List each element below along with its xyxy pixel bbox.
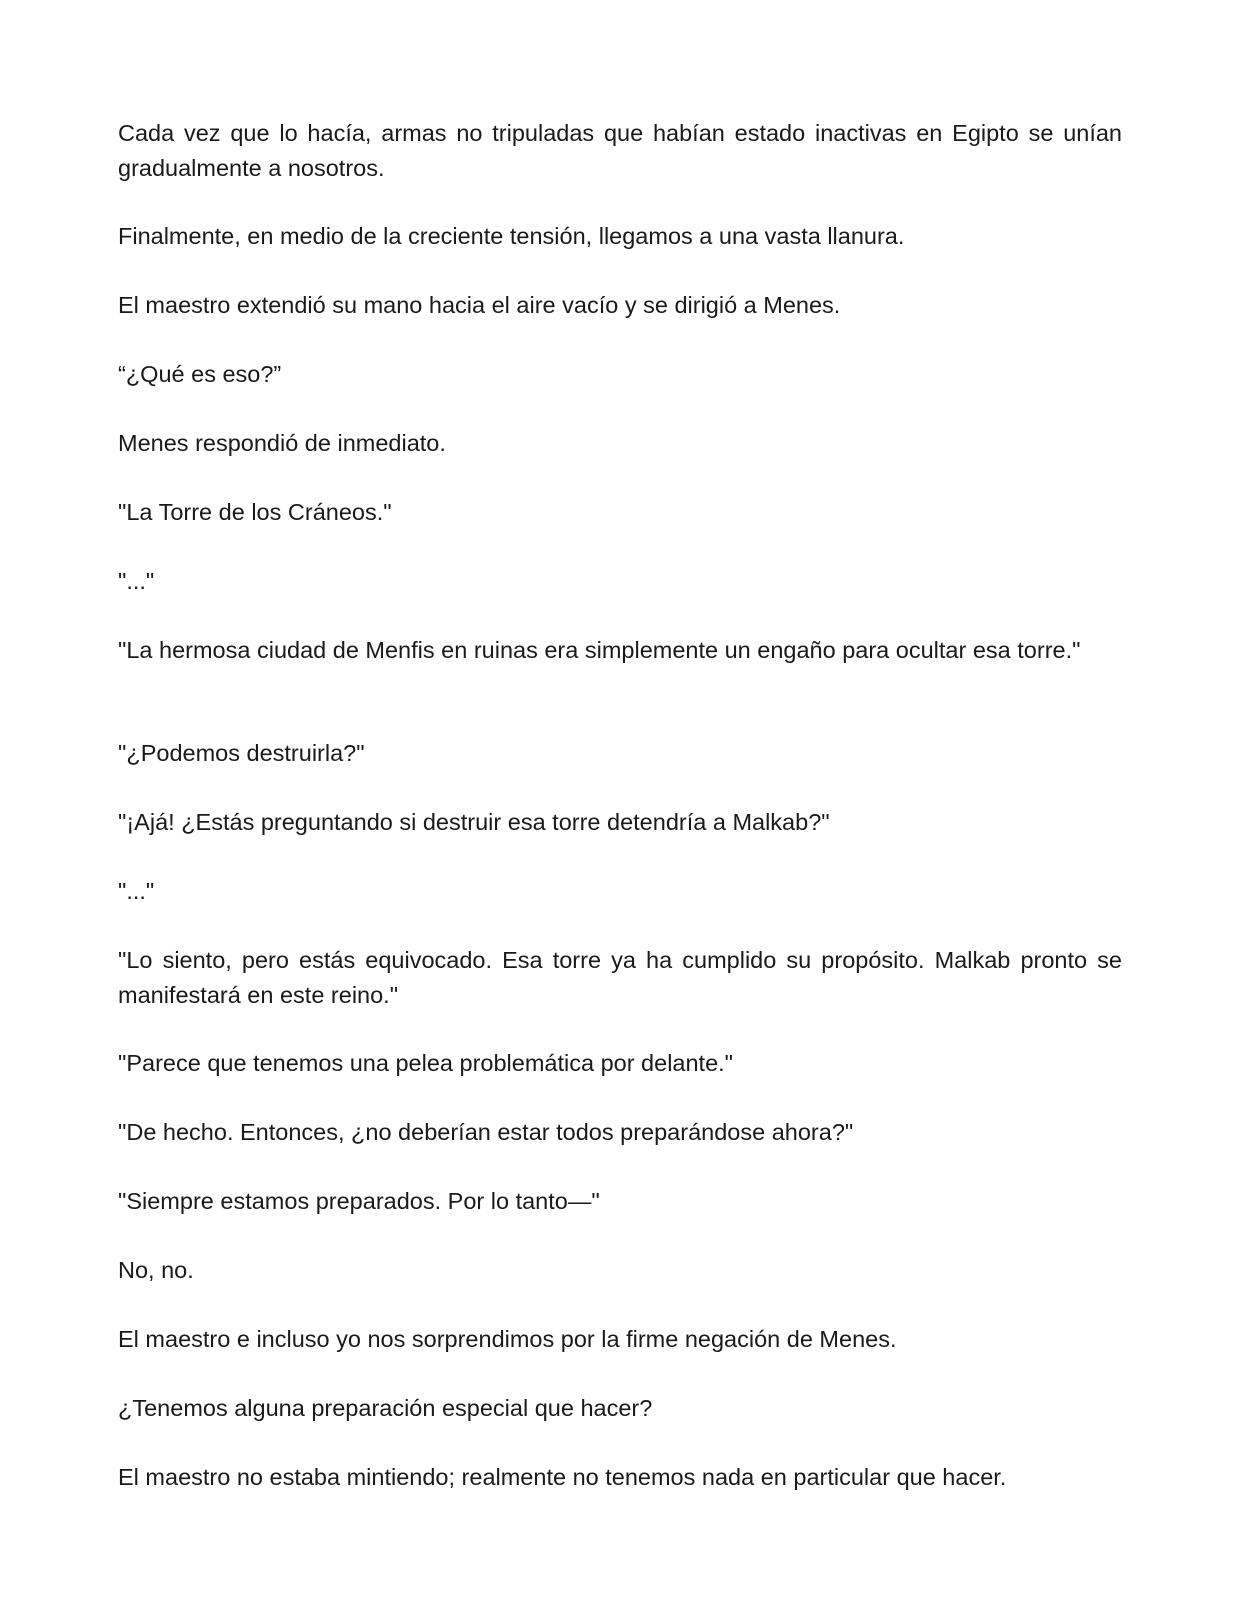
paragraph-6: "La Torre de los Cráneos.": [118, 499, 392, 525]
paragraph-14: "De hecho. Entonces, ¿no deberían estar todos preparándose ahora?": [118, 1119, 854, 1145]
paragraph-12: "Lo siento, pero estás equivocado. Esa torre ya ha cumplido su propósito. Malkab pronto se manifestará en este reino.": [118, 947, 1122, 1008]
paragraph-7: "...": [118, 568, 155, 594]
paragraph-10: "¡Ajá! ¿Estás preguntando si destruir esa torre detendría a Malkab?": [118, 809, 830, 835]
paragraph-3: El maestro extendió su mano hacia el aire vacío y se dirigió a Menes.: [118, 292, 841, 318]
paragraph-16: No, no.: [118, 1257, 194, 1283]
paragraph-4: “¿Qué es eso?”: [118, 361, 282, 387]
paragraph-2: Finalmente, en medio de la creciente tensión, llegamos a una vasta llanura.: [118, 223, 905, 249]
paragraph-19: El maestro no estaba mintiendo; realmente no tenemos nada en particular que hacer.: [118, 1464, 1007, 1490]
paragraph-17: El maestro e incluso yo nos sorprendimos por la firme negación de Menes.: [118, 1326, 897, 1352]
paragraph-5: Menes respondió de inmediato.: [118, 430, 446, 456]
paragraph-13: "Parece que tenemos una pelea problemática por delante.": [118, 1050, 734, 1076]
paragraph-1: Cada vez que lo hacía, armas no tripuladas que habían estado inactivas en Egipto se unían gradualmente a nosotros.: [118, 120, 1122, 181]
paragraph-15: "Siempre estamos preparados. Por lo tanto—": [118, 1188, 600, 1214]
paragraph-18: ¿Tenemos alguna preparación especial que hacer?: [118, 1395, 653, 1421]
paragraph-11: "...": [118, 878, 155, 904]
paragraph-9: "¿Podemos destruirla?": [118, 740, 365, 766]
paragraph-8: "La hermosa ciudad de Menfis en ruinas era simplemente un engaño para ocultar esa torre.": [118, 637, 1081, 663]
